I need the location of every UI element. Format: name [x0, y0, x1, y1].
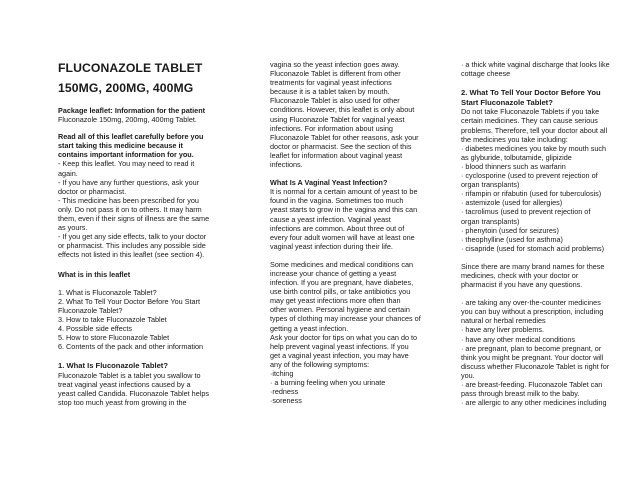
toc-heading: What is in this leaflet	[58, 269, 131, 279]
toc-list: 1. What is Fluconazole Tablet? 2. What To Tell Your Doctor Before You Start Fluconazole Tablet? 3. How to take Fluconazole Tablet 4. Possible side effects 5. How to store Fluconazole Tablet 6. Contents of the pack and other information	[58, 287, 204, 352]
section-1-text: Fluconazole Tablet is a tablet you swallow to treat vaginal yeast infections caused by a yeast called Candida. Fluconazole Tablet helps stop too much yeast from growing in the	[58, 370, 210, 408]
leaflet-subheading: Fluconazole 150mg, 200mg, 400mg Tablet.	[58, 115, 197, 125]
title-line-2: 150MG, 200MG, 400MG	[58, 81, 194, 95]
column-2	[270, 60, 445, 405]
yeast-infection-heading: What Is A Vaginal Yeast Infection?	[270, 178, 388, 188]
symptom-continued: · a thick white vaginal discharge that looks like cottage cheese	[461, 60, 610, 79]
risk-factors-text: Some medicines and medical conditions can increase your chance of getting a yeast infection. If you are pregnant, have diabetes, use birth control pills, or take antibiotics you may get yeast infections more often than other women. Personal hygiene and certain types of clothing may increase your chances of getting a yeast infection. Ask your doctor for tips on what you can do to help prevent vaginal yeast infections. If you get a vaginal yeast infection, you may have any of the following symptoms: ·itching · a burning feeling when you urinate ·redness ·soreness	[270, 259, 421, 406]
column-1	[58, 60, 243, 407]
yeast-infection-text: It is normal for a certain amount of yeast to be found in the vagina. Sometimes too much yeast starts to grow in the vagina and this can cause a yeast infection. Vaginal yeast infections are common. About three out of every four adult women will have at least one vaginal yeast infection during their life.	[270, 187, 418, 251]
conditions-list: · are taking any over-the-counter medicines you can buy without a prescription, including natural or herbal remedies · have any liver problems. · have any other medical conditions · are pregnant, plan to become pregnant, or think you might be pregnant. Your doctor will discuss whether Fluconazole Tablet is right for you. · are breast-feeding. Fluconazole Tablet can pass through breast milk to the baby. · are allergic to any other medicines including	[461, 298, 610, 408]
intro-continued: vagina so the yeast infection goes away. Fluconazole Tablet is different from other treatments for vaginal yeast infections because it is a tablet taken by mouth. Fluconazole Tablet is also used for other conditions. However, this leaflet is only about using Fluconazole Tablet for vaginal yeast infections. For information about using Fluconazole Tablet for other reasons, ask your doctor or pharmacist. See the section of this leaflet for information about vaginal yeast infections.	[270, 60, 419, 170]
leaflet-page	[38, 60, 613, 455]
read-all-points: - Keep this leaflet. You may need to read it again. - If you have any further questions, ask your doctor or pharmacist. - This medicine has been prescribed for you only. Do not pass it on to others. It may harm them, even if their signs of illness are the same as yours. - If you get any side effects, talk to your doctor or pharmacist. This includes any possible side effects not listed in this leaflet (see section 4).	[58, 159, 210, 260]
section-2-text: Do not take Fluconazole Tablets if you take certain medicines. They can cause serious problems. Therefore, tell your doctor about all the medicines you take including: · diabetes medicines you take by mouth such as glyburide, tolbutamide, glipizide · blood thinners such as warfarin · cyclosporine (used to prevent rejection of organ transplants) · rifampin or rifabutin (used for tuberculosis) · astemizole (used for allergies) · tacrolimus (used to prevent rejection of organ transplants) · phenytoin (used for seizures) · theophylline (used for asthma) · cisapride (used for stomach acid problems)	[461, 107, 608, 253]
leaflet-heading: Package leaflet: Information for the patient	[58, 106, 206, 115]
column-3	[461, 60, 626, 407]
read-all-notice: Read all of this leaflet carefully before you start taking this medicine because it contains important information for you.	[58, 132, 204, 160]
section-2-heading: 2. What To Tell Your Doctor Before You Start Fluconazole Tablet?	[461, 88, 601, 107]
brand-names-text: Since there are many brand names for these medicines, check with your doctor or pharmacist if you have any questions.	[461, 261, 605, 290]
title-line-1: FLUCONAZOLE TABLET	[58, 61, 203, 75]
section-1-heading: 1. What Is Fluconazole Tablet?	[58, 361, 168, 371]
